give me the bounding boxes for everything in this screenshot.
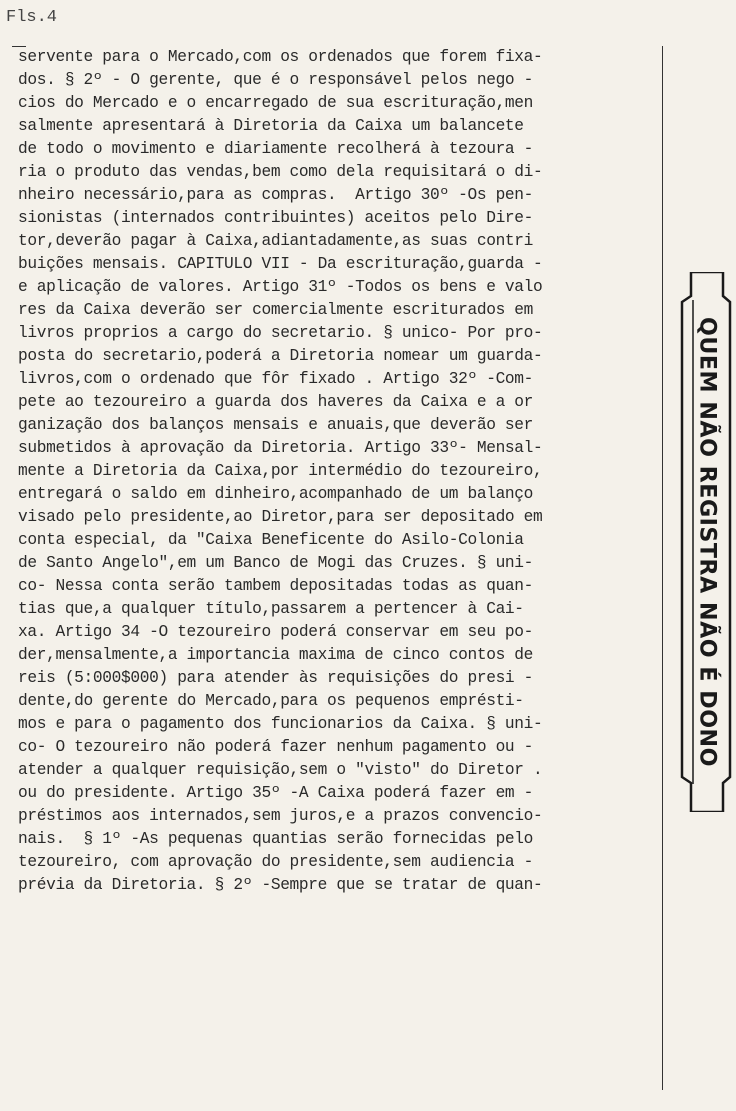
document-body — [18, 46, 662, 897]
text-line: e aplicação de valores. Artigo 31º -Todos os bens e valo — [18, 278, 543, 296]
text-line: prévia da Diretoria. § 2º -Sempre que se tratar de quan- — [18, 876, 543, 894]
stamp-text: QUEM NÃO REGISTRA NÃO É DONO — [694, 317, 720, 764]
text-line: nheiro necessário,para as compras. Artigo 30º -Os pen- — [18, 186, 534, 204]
text-line: mos e para o pagamento dos funcionarios da Caixa. § uni- — [18, 715, 543, 733]
text-line: tor,deverão pagar à Caixa,adiantadamente,as suas contri — [18, 232, 534, 250]
text-line: dos. § 2º - O gerente, que é o responsável pelos nego - — [18, 71, 534, 89]
text-line: livros proprios a cargo do secretario. § unico- Por pro- — [18, 324, 543, 342]
text-line: res da Caixa deverão ser comercialmente escriturados em — [18, 301, 534, 319]
text-line: entregará o saldo em dinheiro,acompanhado de um balanço — [18, 485, 534, 503]
text-line: visado pelo presidente,ao Diretor,para ser depositado em — [18, 508, 543, 526]
text-line: pete ao tezoureiro a guarda dos haveres da Caixa e a or — [18, 393, 534, 411]
text-line: dente,do gerente do Mercado,para os pequenos emprésti- — [18, 692, 524, 710]
text-line: tias que,a qualquer título,passarem a pertencer à Cai- — [18, 600, 524, 618]
text-line: der,mensalmente,a importancia maxima de cinco contos de — [18, 646, 534, 664]
text-line: tezoureiro, com aprovação do presidente,sem audiencia - — [18, 853, 534, 871]
text-line: buições mensais. CAPITULO VII - Da escrituração,guarda - — [18, 255, 543, 273]
text-line: mente a Diretoria da Caixa,por intermédio do tezoureiro, — [18, 462, 543, 480]
text-line: ganização dos balanços mensais e anuais,que deverão ser — [18, 416, 534, 434]
text-line: atender a qualquer requisição,sem o "visto" do Diretor . — [18, 761, 543, 779]
page-number: Fls.4 — [6, 8, 58, 27]
text-line: livros,com o ordenado que fôr fixado . Artigo 32º -Com- — [18, 370, 534, 388]
text-line: servente para o Mercado,com os ordenados que forem fixa- — [18, 48, 543, 66]
registry-stamp — [677, 272, 733, 812]
document-frame — [14, 46, 663, 1090]
text-line: préstimos aos internados,sem juros,e a prazos convencio- — [18, 807, 543, 825]
text-line: salmente apresentará à Diretoria da Caixa um balancete — [18, 117, 524, 135]
text-line: ria o produto das vendas,bem como dela requisitará o di- — [18, 163, 543, 181]
text-line: cios do Mercado e o encarregado de sua escrituração,men — [18, 94, 534, 112]
text-line: xa. Artigo 34 -O tezoureiro poderá conservar em seu po- — [18, 623, 534, 641]
text-line: nais. § 1º -As pequenas quantias serão fornecidas pelo — [18, 830, 534, 848]
text-line: conta especial, da "Caixa Beneficente do Asilo-Colonia — [18, 531, 524, 549]
text-line: ou do presidente. Artigo 35º -A Caixa poderá fazer em - — [18, 784, 534, 802]
text-line: de Santo Angelo",em um Banco de Mogi das Cruzes. § uni- — [18, 554, 534, 572]
text-line: reis (5:000$000) para atender às requisições do presi - — [18, 669, 534, 687]
text-line: submetidos à aprovação da Diretoria. Artigo 33º- Mensal- — [18, 439, 543, 457]
text-line: de todo o movimento e diariamente recolherá à tezoura - — [18, 140, 534, 158]
text-line: posta do secretario,poderá a Diretoria nomear um guarda- — [18, 347, 543, 365]
text-line: co- O tezoureiro não poderá fazer nenhum pagamento ou - — [18, 738, 534, 756]
text-line: sionistas (internados contribuintes) aceitos pelo Dire- — [18, 209, 534, 227]
text-line: co- Nessa conta serão tambem depositadas todas as quan- — [18, 577, 534, 595]
